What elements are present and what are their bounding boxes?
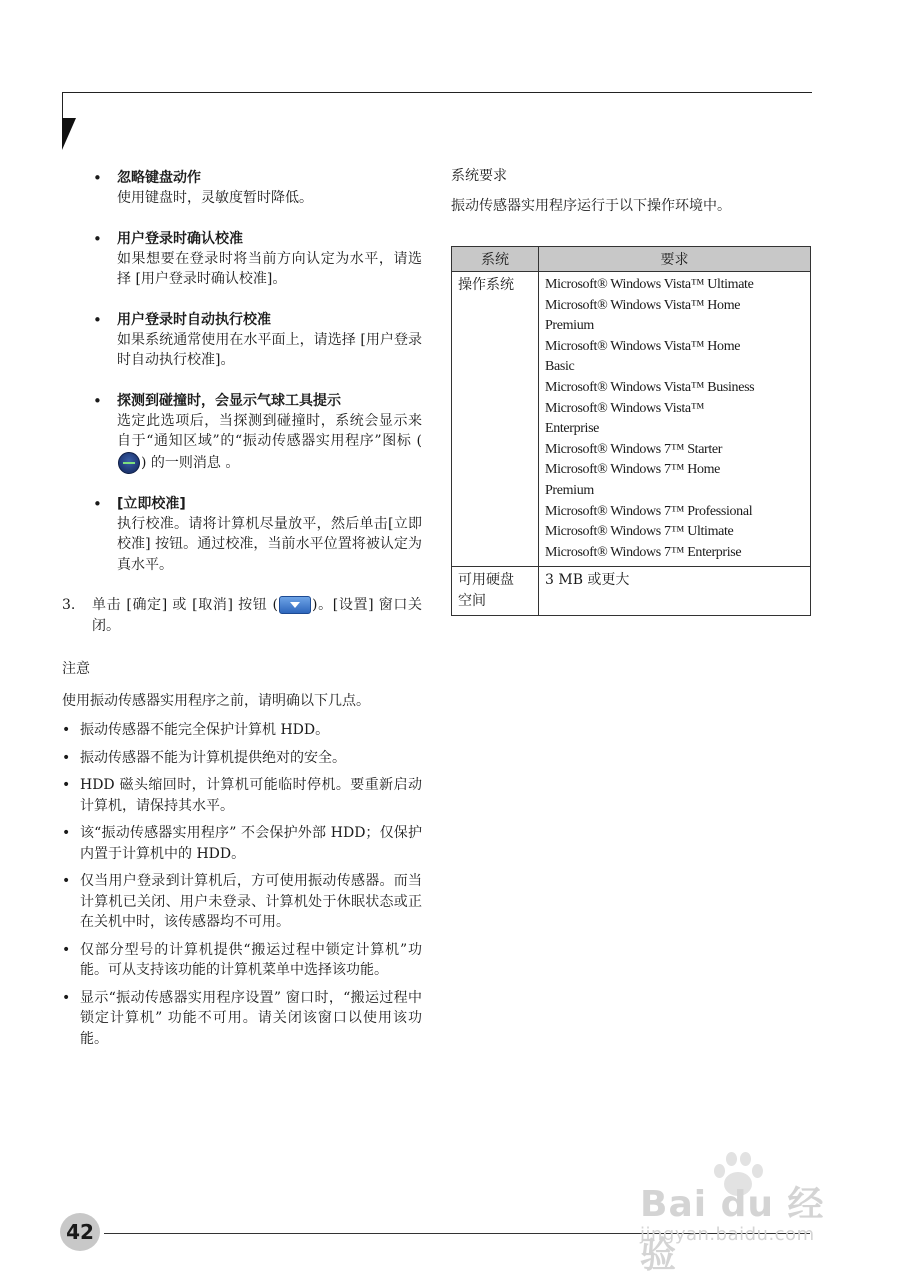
watermark-url: jingyan.baidu.com [640,1224,815,1245]
vibration-sensor-tray-icon [118,452,140,474]
os-entry: Premium [545,318,594,334]
table-header-row [452,247,811,272]
list-item: • 仅当用户登录到计算机后，方可使用振动传感器。而当计算机已关闭、用户未登录、计算机处于休眠状态或正在关机中时，该传感器均不可用。 [62,873,422,930]
column-header-requirement: 要求 [539,247,811,272]
header-rule [62,92,812,93]
list-item: • 振动传感器不能完全保护计算机 HDD。 [62,722,330,738]
step-3 [62,595,422,637]
step-text-end: )。[设置] 窗口关闭。 [92,597,423,634]
os-entry: Microsoft® Windows Vista™ Business [545,379,755,395]
os-entry: Microsoft® Windows 7™ Professional [545,503,753,519]
step-number: 3. [62,597,76,613]
option-title: 用户登录时确认校准 [117,230,243,247]
option-body: 如果想要在登录时将当前方向认定为水平，请选择 [用户登录时确认校准]。 [117,250,422,287]
bullet-dot: • [93,391,102,410]
os-entry: Microsoft® Windows Vista™ [545,400,705,416]
bullet-dot: • [93,494,102,513]
option-ignore-keyboard [62,168,422,209]
os-entry: Microsoft® Windows Vista™ Ultimate [545,277,754,292]
requirements-table [451,246,811,616]
option-auto-calibration-on-login [62,310,422,371]
down-arrow-button-icon [279,596,311,614]
list-item: • HDD 磁头缩回时，计算机可能临时停机。要重新启动计算机，请保持其水平。 [62,777,422,814]
note-intro: 使用振动传感器实用程序之前，请明确以下几点。 [62,693,370,709]
os-entry: Microsoft® Windows Vista™ Home [545,338,741,354]
list-item: • 该“振动传感器实用程序” 不会保护外部 HDD；仅保护内置于计算机中的 HDD。 [62,825,422,862]
list-item: • 振动传感器不能为计算机提供绝对的安全。 [62,749,346,766]
row-label-os: 操作系统 [452,272,539,567]
list-item: • 仅部分型号的计算机提供“搬运过程中锁定计算机”功能。可从支持该功能的计算机菜单中选择该功能。 [62,941,422,978]
list-item: • 显示“振动传感器实用程序设置” 窗口时，“搬运过程中锁定计算机” 功能不可用。请关闭该窗口以使用该功能。 [62,989,422,1047]
page-number: 42 [60,1213,100,1251]
os-entry: Microsoft® Windows 7™ Starter [545,441,723,457]
table-row [452,272,811,567]
option-body-text-end: ) 的一则消息 。 [141,454,240,471]
os-entry: Enterprise [545,421,600,437]
os-entry: Microsoft® Windows 7™ Enterprise [545,544,742,560]
option-body: 如果系统通常使用在水平面上，请选择 [用户登录时自动执行校准]。 [117,331,422,368]
baidu-jingyan-watermark [640,1150,860,1276]
os-entry: Microsoft® Windows Vista™ Home [545,297,741,313]
header-corner-mark [62,118,76,150]
option-body: 执行校准。请将计算机尽量放平，然后单击[立即校准] 按钮。通过校准，当前水平位置将被认定为真水平。 [117,515,422,573]
option-body: 使用键盘时，灵敏度暂时降低。 [117,190,313,206]
note-heading: 注意 [62,661,90,677]
system-requirements-intro: 振动传感器实用程序运行于以下操作环境中。 [451,198,731,214]
option-title: 忽略键盘动作 [117,170,201,186]
option-title: [立即校准] [117,495,186,512]
os-entry: Microsoft® Windows 7™ Home [545,462,721,478]
system-requirements-heading: 系统要求 [451,168,507,184]
option-body-text: 选定此选项后，当探测到碰撞时，系统会显示来自于“通知区域”的“振动传感器实用程序”图标 ( [117,412,422,449]
os-entry: Basic [545,359,575,375]
option-calibrate-now [62,494,422,576]
step-text: 单击 [确定] 或 [取消] 按钮 ( [92,597,278,613]
left-column [62,168,422,1056]
os-list-cell [539,272,811,567]
option-title: 用户登录时自动执行校准 [117,311,271,328]
bullet-dot: • [93,169,102,187]
option-title: 探测到碰撞时，会显示气球工具提示 [117,392,341,409]
option-balloon-tooltip-on-impact [62,391,422,474]
os-entry: Microsoft® Windows 7™ Ultimate [545,524,734,540]
watermark-logo: Bai du 经验 [640,1184,825,1276]
column-header-system: 系统 [452,247,539,272]
os-entry: Premium [545,482,594,498]
row-label-disk-space: 可用硬盘 空间 [452,567,539,615]
bullet-dot: • [93,310,102,329]
option-body [117,411,422,474]
disk-space-value: 3 MB 或更大 [539,567,811,615]
option-confirm-calibration-on-login [62,229,422,290]
right-column [451,166,813,616]
note-list [62,720,422,1049]
table-row [452,567,811,615]
bullet-dot: • [93,229,102,248]
